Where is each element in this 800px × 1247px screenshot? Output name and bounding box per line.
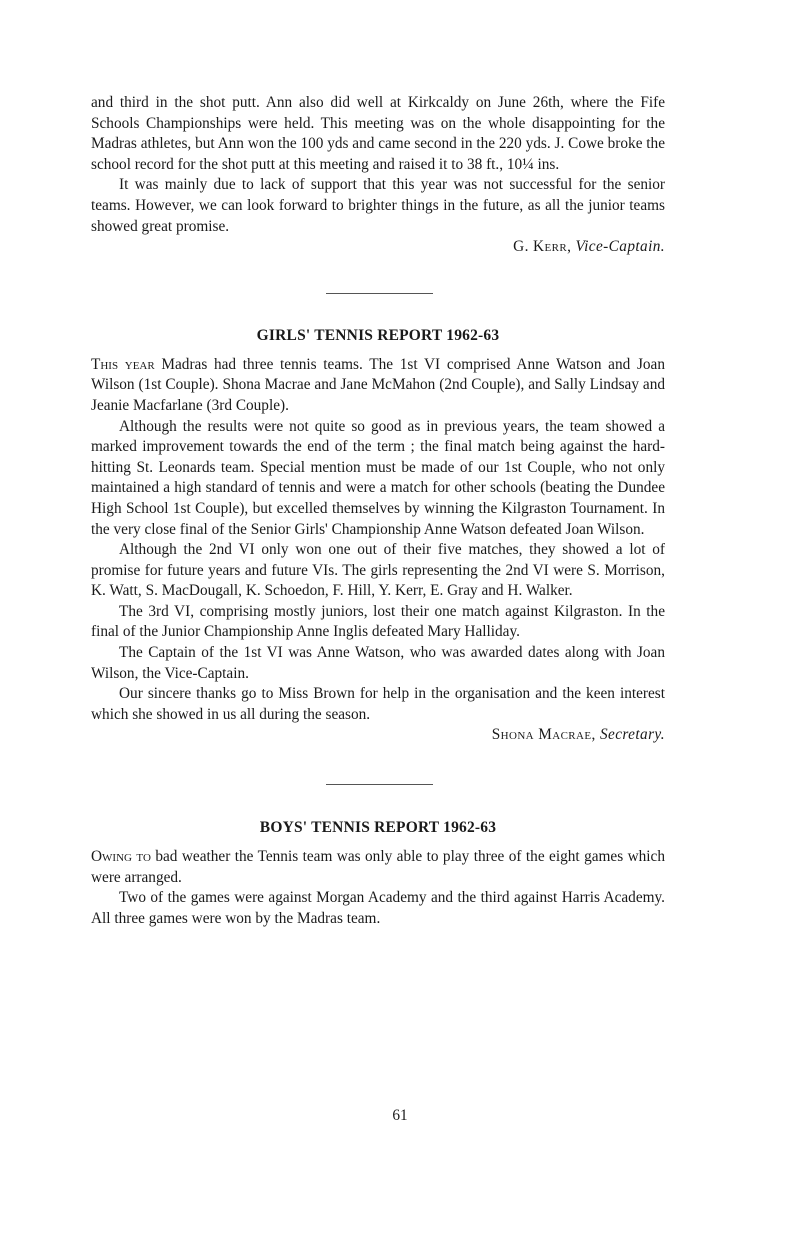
girls-tennis-report bbox=[91, 326, 665, 746]
lead-in: Owing to bbox=[91, 848, 151, 866]
report-paragraph bbox=[91, 847, 665, 888]
section-divider bbox=[326, 784, 433, 785]
lead-in: This year bbox=[91, 355, 155, 373]
signature bbox=[91, 237, 665, 258]
page-number: 61 bbox=[392, 1107, 408, 1124]
signature-name: G. Kerr, bbox=[513, 238, 572, 256]
paragraph-text: Madras had three tennis teams. The 1st VI comprised Anne Watson and Joan Wilson (1st Couple). Shona Macrae and Jane McMahon (2nd Couple), and Sally Lindsay and Jeanie Macfarlane (3rd Couple). bbox=[91, 355, 665, 414]
section-divider bbox=[326, 293, 433, 294]
report-paragraph: Our sincere thanks go to Miss Brown for help in the organisation and the keen interest which she showed in us all during the season. bbox=[91, 685, 665, 723]
report-paragraph: Although the results were not quite so good as in previous years, the team showed a marked improvement towards the end of the term ; the final match being against the hard-hitting St. Leonards team. Special mention must be made of our 1st Couple, who not only maintained a high standard of tennis and were a match for other schools (beating the Dundee High School 1st Couple), but excelled themselves by winning the Kilgraston Tournament. In the very close final of the Senior Girls' Championship Anne Watson defeated Joan Wilson. bbox=[91, 417, 665, 538]
report-paragraph: Although the 2nd VI only won one out of their five matches, they showed a lot of promise for future years and future VIs. The girls representing the 2nd VI were S. Morrison, K. Watt, S. MacDougall, K. Schoedon, F. Hill, Y. Kerr, E. Gray and H. Walker. bbox=[91, 541, 665, 600]
report-paragraph bbox=[91, 355, 665, 417]
athletics-paragraph: It was mainly due to lack of support that this year was not successful for the senior teams. However, we can look forward to brighter things in the future, as all the junior teams showed great promise. bbox=[91, 176, 665, 235]
section-heading: GIRLS' TENNIS REPORT 1962-63 bbox=[256, 326, 500, 344]
paragraph-text: bad weather the Tennis team was only able to play three of the eight games which were arranged. bbox=[91, 848, 665, 886]
signature-role: Vice-Captain. bbox=[575, 238, 665, 256]
athletics-paragraph: and third in the shot putt. Ann also did well at Kirkcaldy on June 26th, where the Fife Schools Championships were held. This meeting was on the whole disappointing for the Madras athletes, but Ann won the 100 yds and came second in the 220 yds. J. Cowe broke the school record for the shot putt at this meeting and raised it to 38 ft., 10¼ ins. bbox=[91, 94, 665, 173]
athletics-report-continuation bbox=[91, 93, 665, 258]
report-paragraph: The Captain of the 1st VI was Anne Watson, who was awarded dates along with Joan Wilson, the Vice-Captain. bbox=[91, 644, 665, 682]
signature bbox=[91, 725, 665, 746]
section-heading: BOYS' TENNIS REPORT 1962-63 bbox=[259, 819, 497, 837]
report-paragraph: The 3rd VI, comprising mostly juniors, lost their one match against Kilgraston. In the final of the Junior Championship Anne Inglis defeated Mary Halliday. bbox=[91, 602, 665, 641]
signature-role: Secretary. bbox=[599, 726, 665, 744]
boys-tennis-report bbox=[91, 818, 665, 929]
report-paragraph: Two of the games were against Morgan Academy and the third against Harris Academy. All three games were won by the Madras team. bbox=[91, 889, 665, 927]
signature-name: Shona Macrae, bbox=[491, 726, 596, 744]
page-content bbox=[91, 93, 665, 929]
